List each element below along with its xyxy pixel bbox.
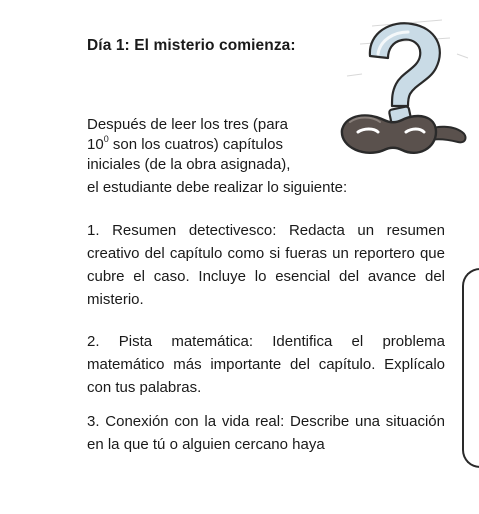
intro-paragraph	[87, 115, 349, 175]
intro-line-2	[87, 135, 349, 155]
intro-line-2-rest: son los cuatros) capítulos	[108, 136, 283, 153]
grade-superscript: 0	[103, 134, 109, 144]
list-item-math-clue: 2. Pista matemática: Identifica el problema matemático más importante del capítulo. Explícalo con tus palabras.	[87, 333, 445, 396]
question-mark-mask-icon	[332, 14, 472, 164]
grade-number: 10	[87, 136, 104, 153]
intro-line-1: Después de leer los tres (para	[87, 116, 288, 133]
question-mark	[370, 23, 440, 124]
eye-mask	[342, 115, 466, 152]
side-bracket	[462, 268, 479, 468]
page-title: Día 1: El misterio comienza:	[87, 37, 296, 54]
list-item-summary: 1. Resumen detectivesco: Redacta un resumen creativo del capítulo como si fueras un reportero que cubre el caso. Incluye lo esencial del avance del misterio.	[87, 222, 445, 308]
intro-line-3: iniciales (de la obra asignada),	[87, 156, 291, 173]
list-item-real-life: 3. Conexión con la vida real: Describe una situación en la que tú o alguien cercano haya	[87, 413, 445, 453]
intro-line-4: el estudiante debe realizar lo siguiente:	[87, 179, 348, 196]
